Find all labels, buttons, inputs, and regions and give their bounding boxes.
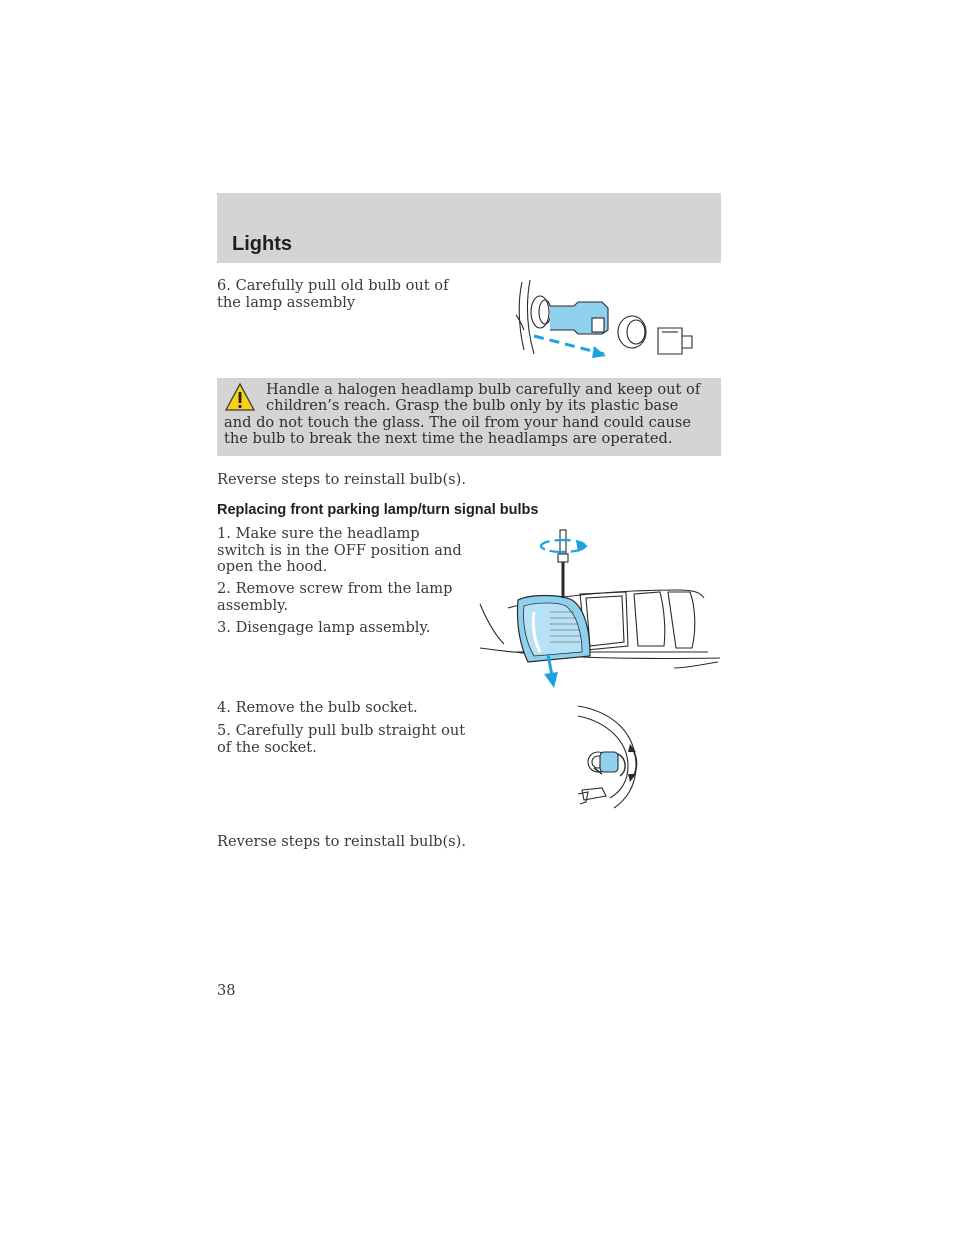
warning-box (217, 378, 721, 456)
step-5-text: 5. Carefully pull bulb straight out of the socket. (217, 722, 466, 756)
reverse-steps-text-2: Reverse steps to reinstall bulb(s). (217, 833, 466, 850)
step-3-text: 3. Disengage lamp assembly. (217, 619, 431, 636)
step-4-text: 4. Remove the bulb socket. (217, 699, 418, 716)
step-1-text: 1. Make sure the headlamp switch is in the OFF position and open the hood. (217, 525, 462, 575)
bulb-socket-illustration (574, 704, 644, 814)
section-header (217, 193, 721, 263)
reverse-steps-text-1: Reverse steps to reinstall bulb(s). (217, 471, 466, 488)
step-6-text: 6. Carefully pull old bulb out of the lamp assembly (217, 277, 449, 311)
warning-text: Handle a halogen headlamp bulb carefully and keep out of children’s reach. Grasp the bulb only by its plastic base and do not touch the glass. The oil from your hand could cause the bulb to break the next time the headlamps are operated. (224, 381, 701, 448)
section-heading: Replacing front parking lamp/turn signal bulbs (217, 502, 539, 518)
step-2-text: 2. Remove screw from the lamp assembly. (217, 580, 453, 614)
page-number: 38 (217, 982, 236, 999)
section-title: Lights (232, 233, 292, 255)
parking-lamp-assembly-illustration (478, 528, 722, 693)
headlamp-bulb-removal-illustration (512, 280, 697, 365)
